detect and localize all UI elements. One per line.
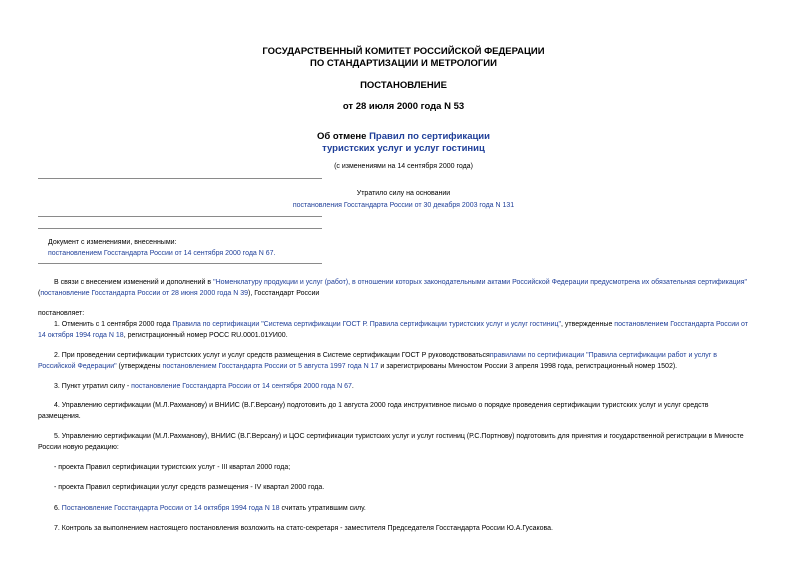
org-name-line2: ПО СТАНДАРТИЗАЦИИ И МЕТРОЛОГИИ xyxy=(310,58,497,69)
rules-certification-link[interactable]: Правила по сертификации "Система сертификации ГОСТ Р. Правила сертификации туристских услуг и услуг гостиниц" xyxy=(172,321,561,328)
nomenclature-link[interactable]: "Номенклатуру продукции и услуг (работ), в отношении которых законодательными актами Российской Федерации предусмотрена их обязательная сертификация" xyxy=(213,279,747,286)
postanovlyaet: постановляет: xyxy=(38,310,85,317)
item-1-cont: 14 октября 1994 года N 18, регистрационный номер РОСС RU.0001.01УИ00. xyxy=(38,332,288,339)
item-2: 2. При проведении сертификации туристских услуг и услуг средств размещения в Системе сертификации ГОСТ Р руководствоватьсяправилами по сертификации "Правила сертификации работ и услуг в xyxy=(54,352,718,359)
item-6: 6. Постановление Госстандарта России от 14 октября 1994 года N 18 считать утратившим силу. xyxy=(54,505,366,512)
certification-rules-link-cont[interactable]: Российской Федерации" xyxy=(38,363,117,370)
changes-link[interactable]: постановлением Госстандарта России от 14 сентября 2000 года N 67. xyxy=(48,250,276,257)
divider xyxy=(38,216,322,217)
item-5: 5. Управлению сертификации (М.Л.Рахманову), ВНИИС (В.Г.Версану) и ЦОС сертификации туристских услуг и услуг гостиниц (Р.С.Портнову) подготовить для принятия и государственной регистрации в Минюсте xyxy=(54,433,744,440)
item-3: 3. Пункт утратил силу - постановление Госстандарта России от 14 сентября 2000 года N 67. xyxy=(54,383,354,390)
intro-paragraph-cont: (постановление Госстандарта России от 28 июня 2000 года N 39), Госстандарт России xyxy=(38,290,320,297)
item-2-cont: Российской Федерации" (утверждены постановлением Госстандарта России от 5 августа 1997 года N 17 и зарегистрированы Минюстом России 3 апреля 1998 года, регистрационный номер 1502). xyxy=(38,363,678,370)
item-4-cont: размещения. xyxy=(38,413,81,420)
amendment-note: (с изменениями на 14 сентября 2000 года) xyxy=(334,163,473,170)
changes-label: Документ с изменениями, внесенными: xyxy=(48,239,177,246)
document-title-line1 xyxy=(0,131,807,142)
decree-18-link[interactable]: постановлением Госстандарта России от xyxy=(614,321,748,328)
document-type: ПОСТАНОВЛЕНИЕ xyxy=(360,80,447,91)
decree-18-link-cont[interactable]: 14 октября 1994 года N 18 xyxy=(38,332,124,339)
item-1: 1. Отменить с 1 сентября 2000 года Правила по сертификации "Система сертификации ГОСТ Р. Правила сертификации туристских услуг и услуг гостиниц", утвержденные постановлением Госстандарта России от xyxy=(54,321,748,328)
decree-67-link[interactable]: постановление Госстандарта России от 14 сентября 2000 года N 67 xyxy=(131,383,352,390)
intro-text: В связи с внесением изменений и дополнений в xyxy=(54,279,214,286)
divider xyxy=(38,228,322,229)
decree-17-link[interactable]: постановлением Госстандарта России от 5 августа 1997 года N 17 xyxy=(162,363,379,370)
divider xyxy=(38,263,322,264)
org-name-line1: ГОСУДАРСТВЕННЫЙ КОМИТЕТ РОССИЙСКОЙ ФЕДЕРАЦИИ xyxy=(262,46,545,57)
decree-39-link[interactable]: постановление Госстандарта России от 28 июня 2000 года N 39 xyxy=(40,290,249,297)
certification-rules-link[interactable]: правилами по сертификации "Правила сертификации работ и услуг в xyxy=(489,352,718,359)
item-5b: - проекта Правил сертификации услуг средств размещения - IV квартал 2000 года. xyxy=(54,484,325,491)
divider xyxy=(38,178,322,179)
title-prefix: Об отмене xyxy=(317,131,370,142)
item-5a: - проекта Правил сертификации туристских услуг - III квартал 2000 года; xyxy=(54,464,291,471)
item-4: 4. Управлению сертификации (М.Л.Рахманову) и ВНИИС (В.Г.Версану) подготовить до 1 августа 2000 года инструктивное письмо о порядке проведения сертификации туристских услуг и услуг средств xyxy=(54,402,709,409)
item-7: 7. Контроль за выполнением настоящего постановления возложить на статс-секретаря - заместителя Председателя Госстандарта России Ю.А.Гусакова. xyxy=(54,525,553,532)
title-link-services[interactable]: туристских услуг и услуг гостиниц xyxy=(322,143,485,154)
status-note: Утратило силу на основании xyxy=(356,190,451,197)
document-date-number: от 28 июля 2000 года N 53 xyxy=(342,101,465,112)
item-5-cont: России новую редакцию: xyxy=(38,444,119,451)
status-link[interactable]: постановления Госстандарта России от 30 декабря 2003 года N 131 xyxy=(292,202,515,209)
title-link-rules[interactable]: Правил по сертификации xyxy=(369,131,490,142)
decree-18-repeal-link[interactable]: Постановление Госстандарта России от 14 октября 1994 года N 18 xyxy=(61,505,280,512)
